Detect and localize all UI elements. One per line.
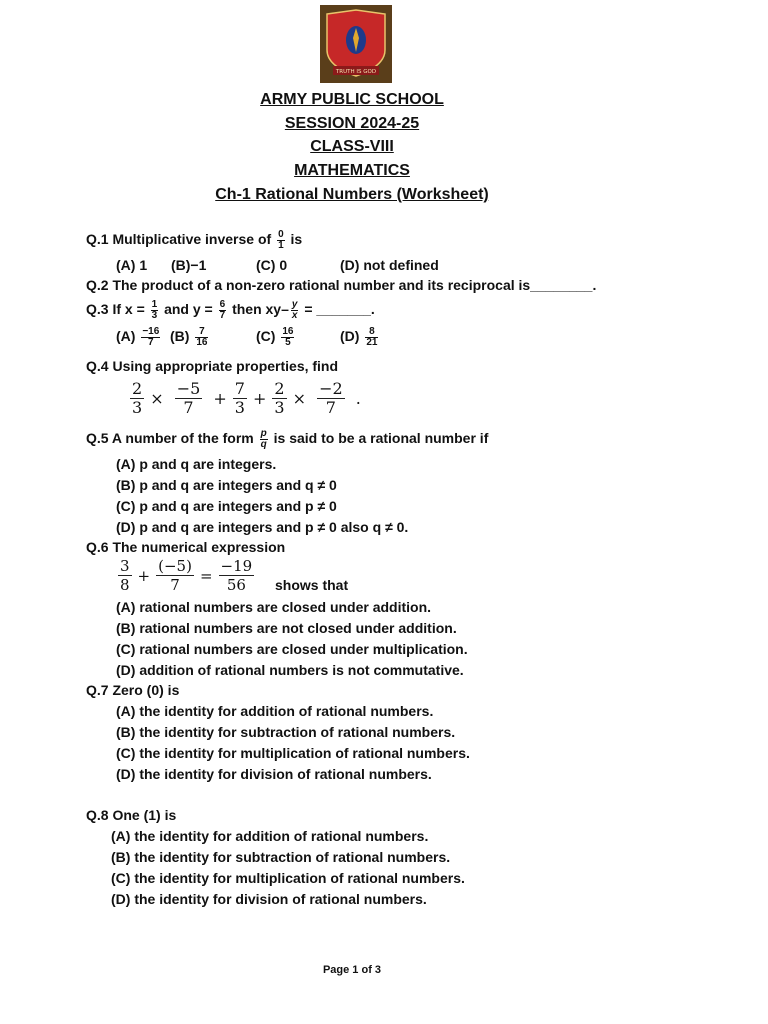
class-label: CLASS-VIII <box>310 138 394 155</box>
q6-option-a: (A) rational numbers are closed under addition. <box>116 599 432 615</box>
subject-label: MATHEMATICS <box>294 162 410 179</box>
school-logo <box>320 5 392 83</box>
q3-option-b: (B) $\frac{7}{16}$ <box>170 326 208 348</box>
q4-stem: Q.4 Using appropriate properties, find <box>86 358 339 374</box>
q5-option-d: (D) p and q are integers and p ≠ 0 also q ≠ 0. <box>116 519 409 535</box>
q7-option-d: (D) the identity for division of rational numbers. <box>116 766 432 782</box>
q7-stem: Q.7 Zero (0) is <box>86 682 180 698</box>
q6-suffix: shows that <box>275 577 349 593</box>
q6-option-c: (C) rational numbers are closed under multiplication. <box>116 641 468 657</box>
q8-option-a: (A) the identity for addition of rational numbers. <box>111 828 429 844</box>
q1-option-a: (A) 1 <box>116 257 148 273</box>
q5-option-b: (B) p and q are integers and q ≠ 0 <box>116 477 337 493</box>
q6-expression: $\frac{3}{8}$ + $\frac{(-5)}{7}$ = $\frac{-19}{56}$ <box>120 557 253 594</box>
q7-option-b: (B) the identity for subtraction of rational numbers. <box>116 724 456 740</box>
session-label: SESSION 2024-25 <box>284 115 420 132</box>
q5-option-a: (A) p and q are integers. <box>116 456 277 472</box>
q8-option-c: (C) the identity for multiplication of rational numbers. <box>111 870 465 886</box>
school-name: ARMY PUBLIC SCHOOL <box>260 91 444 108</box>
q1-option-b: (B)−1 <box>171 257 207 273</box>
q8-stem: Q.8 One (1) is <box>86 807 177 823</box>
q7-option-c: (C) the identity for multiplication of rational numbers. <box>116 745 470 761</box>
q1-option-c: (C) 0 <box>256 257 288 273</box>
q6-option-b: (B) rational numbers are not closed under addition. <box>116 620 457 636</box>
q1-stem: Q.1 Multiplicative inverse of $\frac{0}{1}$ is <box>86 229 303 251</box>
q3-option-d: (D) $\frac{8}{21}$ <box>340 326 378 348</box>
q6-stem: Q.6 The numerical expression <box>86 539 286 555</box>
crest-icon <box>323 8 389 80</box>
q7-option-a: (A) the identity for addition of rational numbers. <box>116 703 434 719</box>
q3-option-c: (C) $\frac{16}{5}$ <box>256 326 294 348</box>
q5-stem: Q.5 A number of the form $\frac{p}{q}$ is said to be a rational number if <box>86 428 489 450</box>
q2-stem: Q.2 The product of a non-zero rational number and its reciprocal is________. <box>86 277 597 293</box>
q8-option-b: (B) the identity for subtraction of rational numbers. <box>111 849 451 865</box>
q3-option-a: (A) $\frac{-16}{7}$ <box>116 326 160 348</box>
q6-option-d: (D) addition of rational numbers is not commutative. <box>116 662 464 678</box>
q8-option-d: (D) the identity for division of rational numbers. <box>111 891 427 907</box>
q4-expression: $\frac{2}{3}$ × $\frac{-5}{7}$ + $\frac{7}{3}$ + $\frac{2}{3}$ × $\frac{-2}{7}$ . <box>132 379 361 417</box>
q1-fraction: $\frac{0}{1}$ <box>278 229 284 251</box>
q1-option-d: (D) not defined <box>340 257 439 273</box>
page-number: Page 1 of 3 <box>322 964 382 976</box>
q3-stem: Q.3 If x = $\frac{1}{3}$ and y = $\frac{6}{7}$ then xy– $\frac{y}{x}$ = _______. <box>86 299 375 321</box>
logo-motto: TRUTH IS GOD <box>335 69 377 75</box>
q5-option-c: (C) p and q are integers and p ≠ 0 <box>116 498 337 514</box>
chapter-title: Ch-1 Rational Numbers (Worksheet) <box>215 186 489 203</box>
